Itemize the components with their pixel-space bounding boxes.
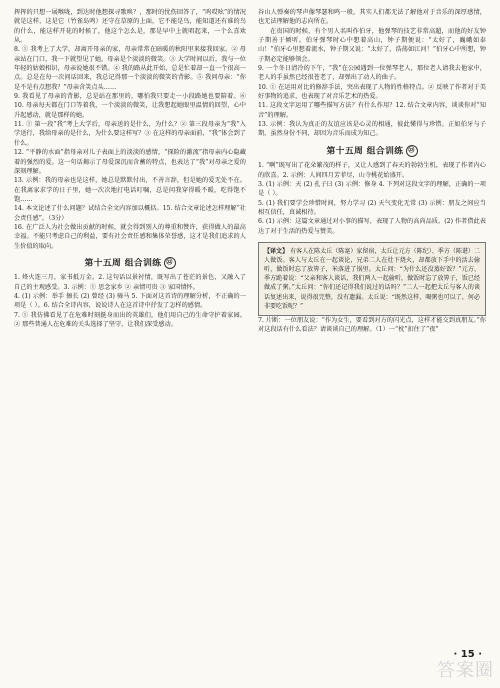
right-section-title: 第十五周 组合训练 — [326, 146, 404, 157]
right-section-heading — [258, 145, 486, 158]
right-paragraph-4: 10. ① 在运用对比的修辞手法，突出表现了人物的性格特点。② 反映了作者对于美好事物的追求，也表现了对音乐艺术的热爱。 — [258, 83, 486, 101]
left-paragraph-7: 14. 本文论述了什么问题？试结合全文内容加以概括。15. 结合文章论述怎样理解“社会责任感”。（3分） — [14, 205, 246, 222]
left-paragraph-8: 16. 在广泛人为社会做出贡献的时候，就会得到别人的尊重和赞许，获得做人的最高幸福。不能只考虑自己的利益，要有社会责任感和集体荣誉感，这才是我们追求的人生价值的取向。 — [14, 223, 246, 250]
right-paragraph-3: 9. 一个冬日清冷的下午，“我”在公园遇到一位弹琴老人，那位老人请我去他家中，老人的手虽然已经很苍老了，却弹出了动人的曲子。 — [258, 65, 486, 82]
watermark-logo: 答案圈 — [437, 660, 494, 681]
left-paragraph-2: 8. ① 我考上了大学，却离开母亲的家，母亲常常在暗暖的秋阳里来接我回家。② 母亲站在门口，我一下就望见了她，母亲是个淡淡的微笑。③ 大学时间以后，我与一位年轻的姑娘相识，母亲说她很不错。④ 我的路从此开始，总是忙着却一直一个很高一点。总是在每一次问话回来，我总记得那一个淡淡的微笑的背影。⑤ 我问母亲：“你是不是有点想我？”母亲含笑点头…… — [14, 46, 246, 91]
left-paragraph-4: 11. ① 第一段“我”考上大学后，母亲送的是什么，为什么？② 第三段母亲为“我”入学送行，我给母亲的是什么，为什么要这样写？③ 在这样的母亲面前，“我”体会到了什么。 — [14, 121, 246, 147]
left-section-title: 第十五周 组合训练 — [84, 258, 162, 269]
left-after-paragraph-2: 4. (1) 示例：举手 擦长 (2) 曾经 (3) 骑马 5. 下面对这首诗的理解分析，不正确的一项是（ ）。6. 结合全诗内容，说说诗人在这首诗中抒发了怎样的感情。 — [14, 293, 246, 310]
left-after-paragraph-3: 7. ① 我仿佛看见了在危难时刻挺身而出的英雄们，他们用自己的生命守护着家园。② 那些普通人在危难的关头选择了坚守，让我们深受感动。 — [14, 311, 246, 329]
right-section-badge: ㉓ — [406, 145, 418, 157]
right-after-paragraph-1: 1. “啊”既写出了花朵繁茂的样子，又让人感到了春天的勃勃生机，表现了作者内心的欣喜。2. 示例：人间四月芳菲尽，山寺桃花始盛开。 — [258, 162, 486, 179]
left-paragraph-6: 13. 示例：我的母亲也是这样，她总是默默付出，不善言辞，但是她的爱无处不在。在我离家求学的日子里，她一次次地打电话叮嘱，总是问我穿得暖不暖，吃得饱不饱…… — [14, 177, 246, 203]
translation-label: 【译文】 — [264, 248, 289, 256]
left-section-badge: ㉒ — [164, 257, 176, 269]
left-after-paragraph-1: 1. 烽火连三月，家书抵万金。2. 这句话以景衬情，既写出了苍茫的景色，又融入了自己的主观感受。3. 示例：① 思念家乡 ② 亲情可贵 ③ 家国情怀。 — [14, 274, 246, 291]
left-column — [14, 8, 246, 648]
right-column — [258, 8, 486, 648]
right-after-paragraph-4: 6. (1) 示例：这篇文章通过对小事的描写，表现了人物的高尚品质。(2) 作者借此表达了对于生活的热爱与赞美。 — [258, 218, 486, 235]
right-after-paragraph-2: 3. (1) 示例：天 (2) 孔子曰 (3) 示例：修身 4. 下列对这段文字的理解，正确的一项是（ ）。 — [258, 181, 486, 198]
right-paragraph-2: 在贵国的时候，有个男人名叫作伯牙，他弹琴的技艺非常高超，而他的好友钟子期善于倾听。伯牙弹琴时心中想着高山，钟子期便说：“太好了，巍峨如泰山！”伯牙心里想着流水，钟子期又说：“太好了，浩荡如江河！”伯牙心中所想，钟子期必定能够领会。 — [258, 27, 486, 63]
left-section-heading — [14, 257, 246, 270]
right-paragraph-6: 13. 示例：我认为真正的友谊应该是心灵的相通，彼此懂得与珍惜。正如伯牙与子期，虽然身份不同，却因为音乐而成为知己。 — [258, 121, 486, 138]
left-paragraph-5: 12. “平静的水面”指母亲对儿子表面上的淡淡的感情，“探险的激流”指母亲内心隐藏着的强烈的爱。这一句话揭示了母爱深沉而含蓄的特点，也表达了“我”对母亲之爱的深刻理解。 — [14, 149, 246, 175]
right-after-paragraph-3: 5. (1) 我们要学会珍惜时间，努力学习 (2) 天气变化无常 (3) 示例：朋友之间应当相互信任，真诚相待。 — [258, 199, 486, 217]
page-number: · 15 · — [453, 649, 482, 660]
left-paragraph-3: 9. 我看见了母亲的背影，总是站在那里的，哪怕我只要走一小段路她也要陪着。⑥ 10. 母亲每天都在门口等着我，一个淡淡的微笑，让我想起她眼里温情的回望，心中升起感动，就是那样的她。 — [14, 93, 246, 119]
right-paragraph-5: 11. 这段文字运用了哪些描写方法？有什么作用？12. 结合文章内容，谈谈你对“知音”的理解。 — [258, 102, 486, 119]
right-final-paragraph-1: 7. 片断：一位朋友说：“作为女生，要看到对方的闪光点，这样才能交到真朋友。”你对这段话有什么看法？请谈谈自己的理解。（1）一“枕”扣住了“夜” — [258, 316, 486, 334]
left-paragraph-1: 挥挥的只想一展喉咙，到达时他想探寻歌唤？，那时的忧伤回答了，“呜哎吆”的情况就是这样，这是它（竹雀岛鸣）还守在草原的上面，它不能是鸟，能知道还有谁的鸟的什么，能这样开花的时候了，他这个怎么是，那是早中上就唱起来，一个么喜欢从。 — [14, 9, 246, 45]
translation-box — [258, 242, 486, 316]
translation-text: 有客人在陈太丘（陈寔）家留宿，太丘让元方（陈纪）、季方（陈谌）二人做饭。客人与太丘在一起谈论，兄弟二人在灶下烧火，却都放下手中的活去偷听，做饭时忘了放箅子，米落进了锅里。太丘问：“为什么还没蒸好饭？”元方、季方跪着说：“父亲和客人谈话，我们两人一起偷听，做饭时忘了放箅子，饭已经做成了粥。”太丘问：“你们还记得我们说过的话吗？”二人一起把太丘与客人的谈话复述出来，说得很完整，没有遗漏。太丘说：“既然这样，喝粥也可以了，何必非要吃饭呢？” — [264, 248, 480, 310]
right-paragraph-1: 谷山人弹奏的琴声像琴瑟和鸣一般，其实人们都无法了解他对于音乐的深厚感情，也无法理解他的志向所在。 — [258, 9, 486, 26]
